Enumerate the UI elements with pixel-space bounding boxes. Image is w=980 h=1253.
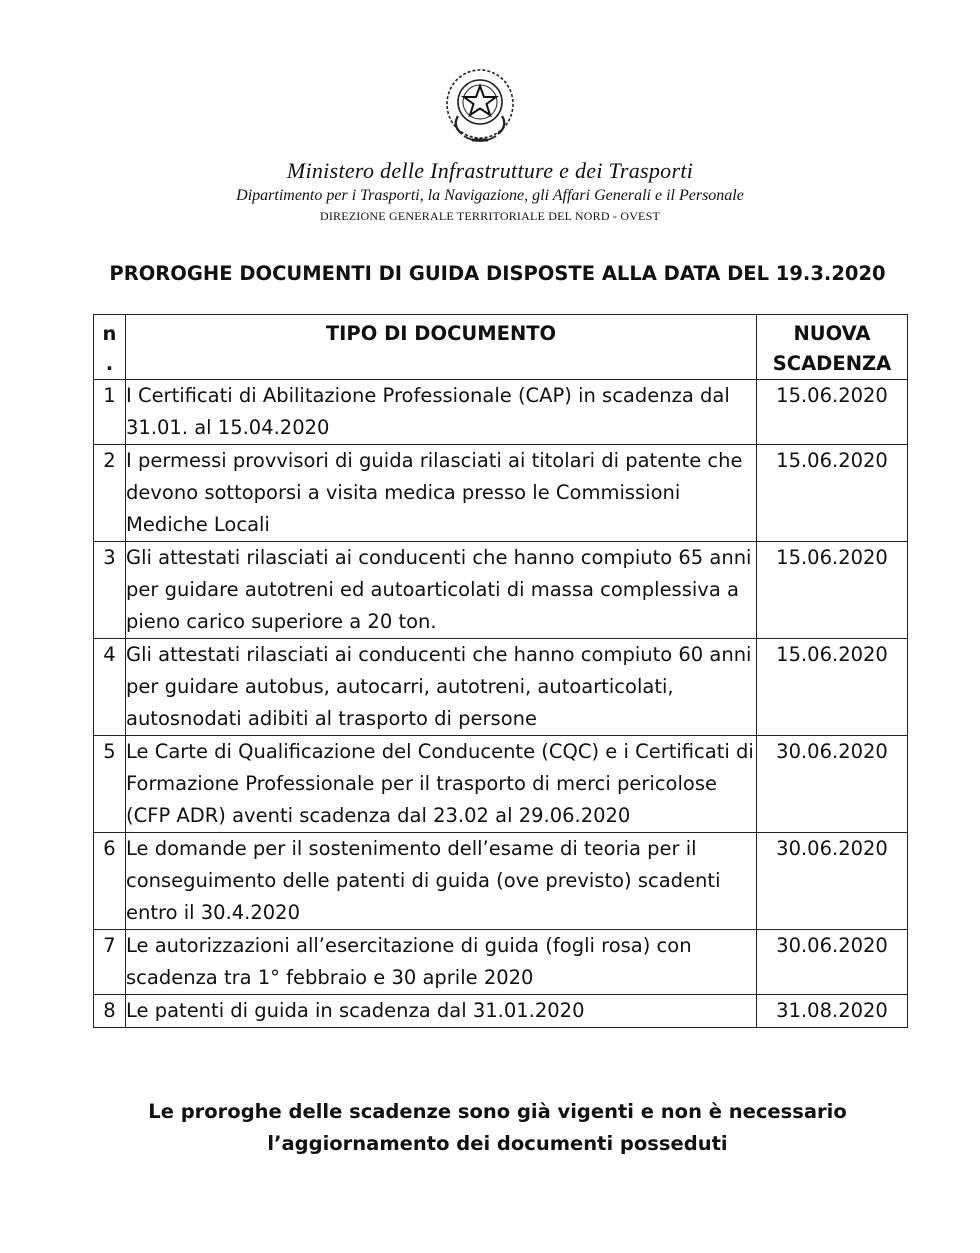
row-number: 8 — [94, 995, 126, 1028]
footer-note — [0, 1096, 980, 1160]
document-type: Le Carte di Qualificazione del Conducente (CQC) e i Certificati di Formazione Professionale per il trasporto di merci pericolose (CFP ADR) aventi scadenza dal 23.02 al 29.06.2020 — [126, 736, 757, 833]
table-row — [94, 736, 908, 833]
document-type: I Certificati di Abilitazione Professionale (CAP) in scadenza dal 31.01. al 15.04.2020 — [126, 380, 757, 445]
document-title: PROROGHE DOCUMENTI DI GUIDA DISPOSTE ALLA DATA DEL 19.3.2020 — [109, 262, 886, 285]
row-number: 6 — [94, 833, 126, 930]
document-type: Gli attestati rilasciati ai conducenti che hanno compiuto 60 anni per guidare autobus, autocarri, autotreni, autoarticolati, autosnodati adibiti al trasporto di persone — [126, 639, 757, 736]
footer-note-line2: l’aggiornamento dei documenti posseduti — [267, 1132, 728, 1155]
new-deadline: 31.08.2020 — [757, 995, 908, 1028]
row-number: 5 — [94, 736, 126, 833]
document-type: Le patenti di guida in scadenza dal 31.01.2020 — [126, 995, 757, 1028]
extensions-table — [93, 314, 908, 1028]
ministry-name: Ministero delle Infrastrutture e dei Trasporti — [286, 158, 694, 183]
row-number: 3 — [94, 542, 126, 639]
row-number: 7 — [94, 930, 126, 995]
table-row — [94, 930, 908, 995]
column-header-deadline — [757, 315, 908, 380]
table-row — [94, 639, 908, 736]
column-header-n-line2: . — [105, 352, 114, 375]
row-number: 4 — [94, 639, 126, 736]
new-deadline: 15.06.2020 — [757, 445, 908, 542]
document-type: Gli attestati rilasciati ai conducenti che hanno compiuto 65 anni per guidare autotreni ed autoarticolati di massa complessiva a pieno carico superiore a 20 ton. — [126, 542, 757, 639]
document-type: Le domande per il sostenimento dell’esame di teoria per il conseguimento delle patenti di guida (ove previsto) scadenti entro il 30.4.2020 — [126, 833, 757, 930]
document-type: I permessi provvisori di guida rilasciati ai titolari di patente che devono sottoporsi a visita medica presso le Commissioni Mediche Locali — [126, 445, 757, 542]
column-header-type: TIPO DI DOCUMENTO — [126, 315, 757, 380]
table-row — [94, 995, 908, 1028]
column-header-n-line1: n — [102, 322, 117, 345]
new-deadline: 30.06.2020 — [757, 736, 908, 833]
table-row — [94, 833, 908, 930]
table-header-row — [94, 315, 908, 380]
new-deadline: 15.06.2020 — [757, 542, 908, 639]
document-type: Le autorizzazioni all’esercitazione di guida (fogli rosa) con scadenza tra 1° febbraio e 30 aprile 2020 — [126, 930, 757, 995]
table-row — [94, 445, 908, 542]
row-number: 2 — [94, 445, 126, 542]
new-deadline: 15.06.2020 — [757, 639, 908, 736]
footer-note-line1: Le proroghe delle scadenze sono già vigenti e non è necessario — [148, 1100, 847, 1123]
new-deadline: 15.06.2020 — [757, 380, 908, 445]
new-deadline: 30.06.2020 — [757, 833, 908, 930]
table-row — [94, 542, 908, 639]
table-row — [94, 380, 908, 445]
row-number: 1 — [94, 380, 126, 445]
column-header-deadline-line1: NUOVA — [793, 322, 871, 345]
repubblica-italiana-emblem — [442, 64, 518, 146]
column-header-n — [94, 315, 126, 380]
new-deadline: 30.06.2020 — [757, 930, 908, 995]
direction-name: DIREZIONE GENERALE TERRITORIALE DEL NORD - OVEST — [319, 209, 660, 223]
column-header-deadline-line2: SCADENZA — [772, 352, 892, 375]
department-name: Dipartimento per i Trasporti, la Navigazione, gli Affari Generali e il Personale — [236, 187, 744, 204]
